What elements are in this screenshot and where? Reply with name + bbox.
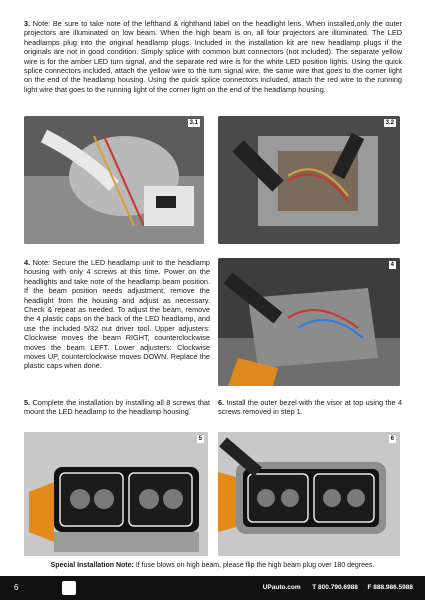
- special-note-text: If fuse blows on high beam, please flip the high beam plug over 180 degrees.: [135, 562, 375, 569]
- footer-logo-box: [62, 581, 76, 595]
- step-6-body: Install the outer bezel with the visor at top using the 4 screws removed in step 1.: [218, 398, 403, 417]
- photo-4: [218, 258, 400, 386]
- step-5-body: Complete the installation by installing all 8 screws that mount the LED headlamp to the headlamp housing.: [24, 398, 211, 417]
- photo-3-2-illustration: [218, 116, 400, 244]
- photo-3-1-illustration: [24, 116, 204, 244]
- photo-3-1: [24, 116, 204, 244]
- special-note-label: Special Installation Note:: [50, 562, 134, 569]
- photo-3-2: [218, 116, 400, 244]
- step-4-number: 4.: [24, 258, 31, 267]
- footer-phone-f: F 888.986.5988: [367, 584, 413, 591]
- page-number: 6: [14, 583, 19, 592]
- footer-contact: [263, 584, 413, 591]
- step-3-number: 3.: [24, 19, 31, 28]
- step-6-number: 6.: [218, 398, 225, 407]
- photo-4-illustration: [218, 258, 400, 386]
- footer-website[interactable]: UPauto.com: [262, 584, 301, 591]
- step-3-text: [24, 19, 402, 94]
- photo-5: [24, 432, 208, 556]
- photo-3-2-label: 3.2: [385, 120, 394, 126]
- step-4-text: [24, 258, 210, 371]
- special-installation-note: [0, 562, 425, 569]
- photo-6: [218, 432, 400, 556]
- step-6-text: [218, 398, 402, 417]
- step-3-body: Note: Be sure to take note of the lefthand & righthand label on the headlight lens. When installed,only the outer projectors are illuminated on low beam. When the high beam is on, all four projectors are illuminated. The LED headlamps plug into the original headlamp plugs. Included in the installation kit are new headlamp plugs if the originals are not in good condition. Simply splice with common butt connectors (not included). The separate yellow wire is for the amber LED turn signal, and the separate red wire is for the white LED position lights. Using the quick splice connectors included, attach the yellow wire to the turn signal wire, the same wire that goes to the corner light on the end of the headlamp housing. Using the quick splice connectors included, attach the red wire to the running light wire that goes to the running light of the corner light on the end of the headlamp housing.: [24, 19, 402, 94]
- photo-3-1-label: 3.1: [189, 120, 198, 126]
- photo-6-label: 6: [390, 436, 394, 442]
- photo-5-label: 5: [198, 436, 202, 442]
- footer-phone-t: T 800.790.6988: [312, 584, 358, 591]
- photo-4-label: 4: [390, 262, 394, 268]
- footer-bar: [0, 576, 425, 600]
- step-5-text: [24, 398, 210, 417]
- step-4-body: Note: Secure the LED headlamp unit to the headlamp housing with only 4 screws at this time. Power on the headlights and take note of the headlamp beam position. If the beam position needs adjustment, remove the headlight from the housing and adjust as necessary. Check & repeat as needed. To adjust the beam, remove the 4 plastic caps on the back of the LED headlamp, and use the included 5/32 nut driver tool. Upper adjusters: Clockwise moves the beam RIGHT, counterclockwise moves the beam LEFT. Lower adjusters: Clockwise moves UP, counterclockwise moves DOWN. Replace the plastic caps when done.: [24, 258, 210, 371]
- photo-5-illustration: [24, 432, 208, 556]
- step-5-number: 5.: [24, 398, 31, 407]
- photo-6-illustration: [218, 432, 400, 556]
